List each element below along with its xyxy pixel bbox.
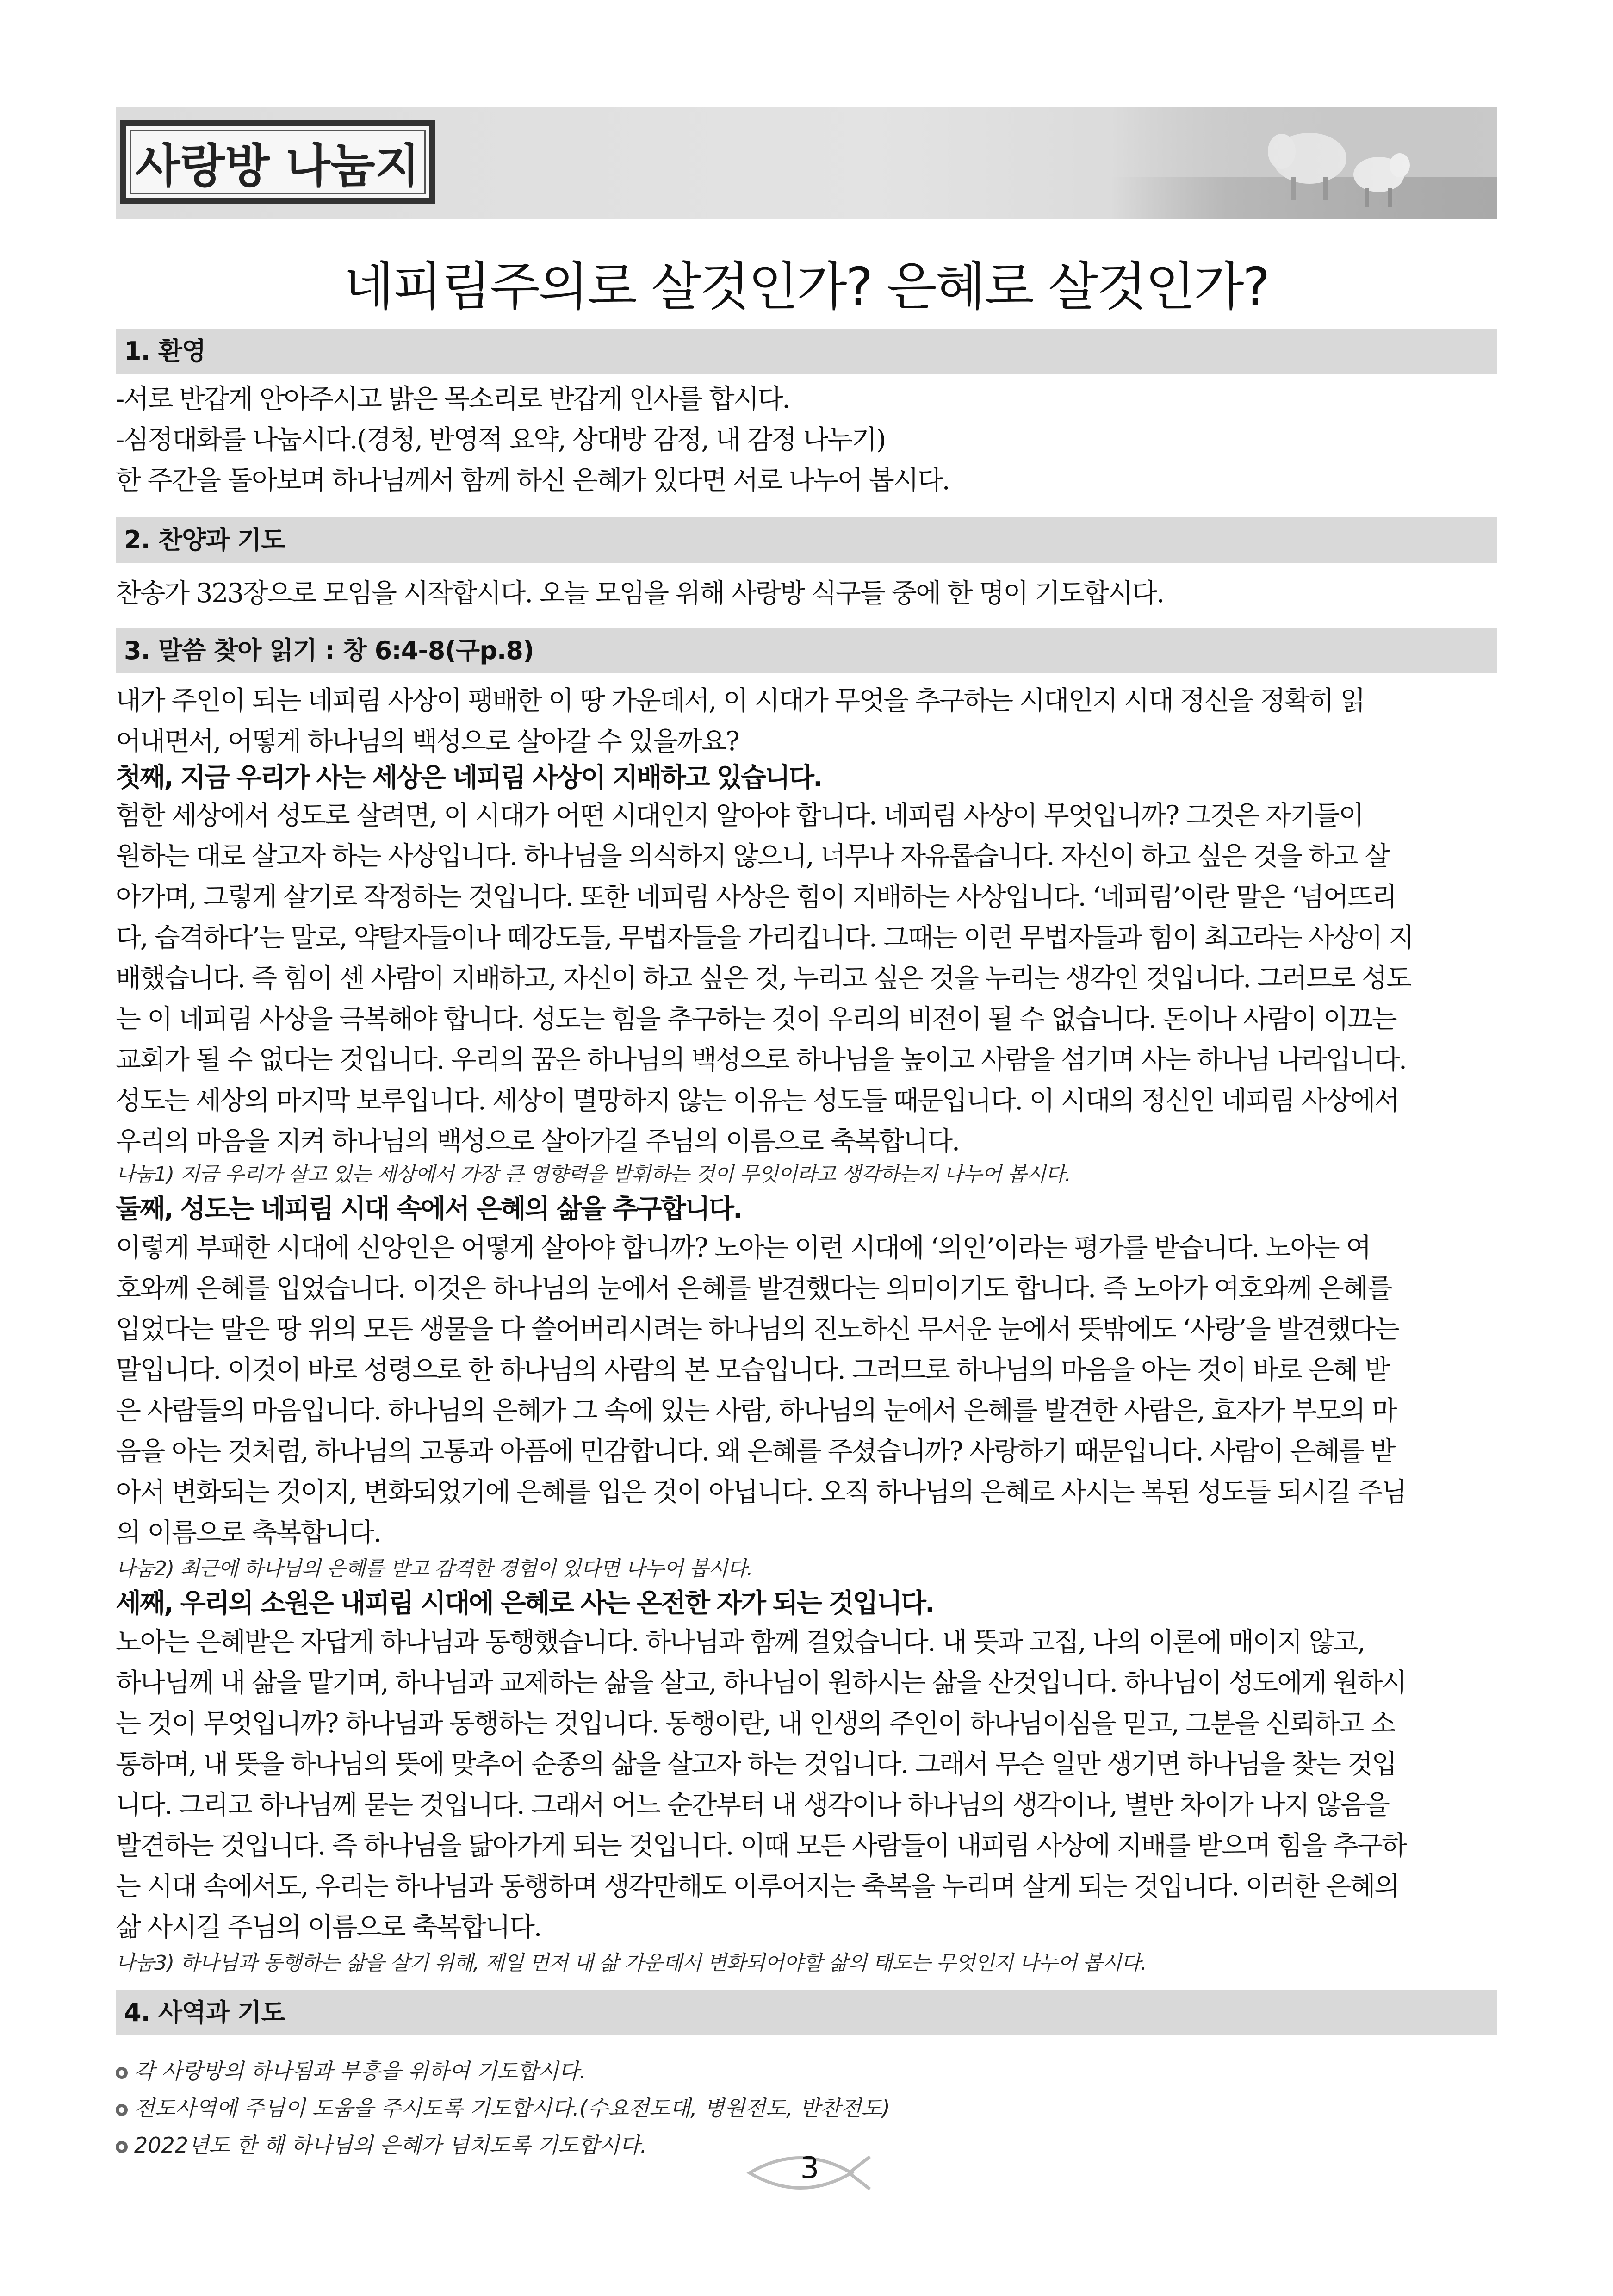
sheep-photo <box>1110 107 1497 219</box>
page-number: 3 <box>800 2151 819 2185</box>
body-line: 통하며, 내 뜻을 하나님의 뜻에 맞추어 순종의 삶을 살고자 하는 것입니다. 그래서 무슨 일만 생기면 하나님을 찾는 것입 <box>116 1749 1396 1780</box>
share-question-1: 나눔1) 지금 우리가 살고 있는 세상에서 가장 큰 영향력을 발휘하는 것이 무엇이라고 생각하는지 나누어 봅시다. <box>116 1163 1071 1186</box>
point-title-3: 세째, 우리의 소원은 내피림 시대에 은혜로 사는 온전한 자가 되는 것입니다. <box>116 1588 934 1618</box>
section-heading-praise: 2. 찬양과 기도 <box>116 517 1497 563</box>
body-line: 이렇게 부패한 시대에 신앙인은 어떻게 살아야 합니까? 노아는 이런 시대에 ‘의인’이라는 평가를 받습니다. 노아는 여 <box>116 1232 1371 1263</box>
body-line: 원하는 대로 살고자 하는 사상입니다. 하나님을 의식하지 않으니, 너무나 자유롭습니다. 자신이 하고 싶은 것을 하고 살 <box>116 841 1389 871</box>
share-question-3: 나눔3) 하나님과 동행하는 삶을 살기 위해, 제일 먼저 내 삶 가운데서 변화되어야할 삶의 태도는 무엇인지 나누어 봅시다. <box>116 1951 1147 1975</box>
body-line: 발견하는 것입니다. 즉 하나님을 닮아가게 되는 것입니다. 이때 모든 사람들이 내피림 사상에 지배를 받으며 힘을 추구하 <box>116 1830 1406 1861</box>
body-line: 호와께 은혜를 입었습니다. 이것은 하나님의 눈에서 은혜를 발견했다는 의미이기도 합니다. 즉 노아가 여호와께 은혜를 <box>116 1273 1392 1304</box>
share-question-2: 나눔2) 최근에 하나님의 은혜를 받고 감격한 경험이 있다면 나누어 봅시다. <box>116 1557 753 1580</box>
body-line: 하나님께 내 삶을 맡기며, 하나님과 교제하는 삶을 살고, 하나님이 원하시는 삶을 산것입니다. 하나님이 성도에게 원하시 <box>116 1668 1406 1698</box>
body-line: 아가며, 그렇게 살기로 작정하는 것입니다. 또한 네피림 사상은 힘이 지배하는 사상입니다. ‘네피림’이란 말은 ‘넘어뜨리 <box>116 882 1396 912</box>
section-title-box <box>120 120 435 204</box>
bullet-icon <box>116 2104 128 2116</box>
point-title-1: 첫째, 지금 우리가 사는 세상은 네피림 사상이 지배하고 있습니다. <box>116 762 822 793</box>
body-line: 성도는 세상의 마지막 보루입니다. 세상이 멸망하지 않는 이유는 성도들 때문입니다. 이 시대의 정신인 네피림 사상에서 <box>116 1085 1399 1116</box>
body-line: 은 사람들의 마음입니다. 하나님의 은혜가 그 속에 있는 사람, 하나님의 눈에서 은혜를 발견한 사람은, 효자가 부모의 마 <box>116 1395 1396 1426</box>
body-line: 음을 아는 것처럼, 하나님의 고통과 아픔에 민감합니다. 왜 은혜를 주셨습니까? 사랑하기 때문입니다. 사람이 은혜를 받 <box>116 1436 1395 1467</box>
page-title: 네피림주의로 살것인가? 은혜로 살것인가? <box>344 257 1269 317</box>
intro-line: 어내면서, 어떻게 하나님의 백성으로 살아갈 수 있을까요? <box>116 726 739 757</box>
point-title-2: 둘째, 성도는 네피림 시대 속에서 은혜의 삶을 추구합니다. <box>116 1194 742 1224</box>
bullet-icon <box>116 2067 128 2079</box>
body-line: 입었다는 말은 땅 위의 모든 생물을 다 쓸어버리시려는 하나님의 진노하신 무서운 눈에서 뜻밖에도 ‘사랑’을 발견했다는 <box>116 1314 1399 1344</box>
body-line: 삶 사시길 주님의 이름으로 축복합니다. <box>116 1912 541 1942</box>
prayer-text: 각 사랑방의 하나됨과 부흥을 위하여 기도합시다. <box>134 2059 586 2084</box>
bullet-icon <box>116 2141 128 2153</box>
body-line: 는 것이 무엇입니까? 하나님과 동행하는 것입니다. 동행이란, 내 인생의 주인이 하나님이심을 믿고, 그분을 신뢰하고 소 <box>116 1708 1395 1739</box>
prayer-item <box>116 2055 1497 2087</box>
welcome-line: -심정대화를 나눕시다.(경청, 반영적 요약, 상대방 감정, 내 감정 나누기) <box>116 424 885 455</box>
section-heading-welcome: 1. 환영 <box>116 329 1497 374</box>
body-line: 의 이름으로 축복합니다. <box>116 1518 381 1548</box>
body-line: 니다. 그리고 하나님께 묻는 것입니다. 그래서 어느 순간부터 내 생각이나 하나님의 생각이나, 별반 차이가 나지 않음을 <box>116 1790 1389 1820</box>
intro-line: 내가 주인이 되는 네피림 사상이 팽배한 이 땅 가운데서, 이 시대가 무엇을 추구하는 시대인지 시대 정신을 정확히 읽 <box>116 685 1365 716</box>
body-line: 노아는 은혜받은 자답게 하나님과 동행했습니다. 하나님과 함께 걸었습니다. 내 뜻과 고집, 나의 이론에 매이지 않고, <box>116 1627 1365 1657</box>
welcome-line: 한 주간을 돌아보며 하나님께서 함께 하신 은혜가 있다면 서로 나누어 봅시다. <box>116 465 949 496</box>
body-line: 는 시대 속에서도, 우리는 하나님과 동행하며 생각만해도 이루어지는 축복을 누리며 살게 되는 것입니다. 이러한 은혜의 <box>116 1871 1399 1902</box>
prayer-item <box>116 2092 1497 2124</box>
body-line: 배했습니다. 즉 힘이 센 사람이 지배하고, 자신이 하고 싶은 것, 누리고 싶은 것을 누리는 생각인 것입니다. 그러므로 성도 <box>116 963 1411 994</box>
section-heading-ministry: 4. 사역과 기도 <box>116 1990 1497 2035</box>
body-line: 험한 세상에서 성도로 살려면, 이 시대가 어떤 시대인지 알아야 합니다. 네피림 사상이 무엇입니까? 그것은 자기들이 <box>116 800 1363 831</box>
prayer-text: 전도사역에 주님이 도움을 주시도록 기도합시다.(수요전도대, 병원전도, 반찬전도) <box>134 2096 890 2121</box>
section-heading-scripture: 3. 말씀 찾아 읽기 : 창 6:4-8(구p.8) <box>116 628 1497 673</box>
prayer-text: 2022년도 한 해 하나님의 은혜가 넘치도록 기도합시다. <box>134 2133 647 2158</box>
welcome-line: -서로 반갑게 안아주시고 밝은 목소리로 반갑게 인사를 합시다. <box>116 384 789 414</box>
body-line: 아서 변화되는 것이지, 변화되었기에 은혜를 입은 것이 아닙니다. 오직 하나님의 은혜로 사시는 복된 성도들 되시길 주님 <box>116 1477 1406 1507</box>
body-line: 다, 습격하다’는 말로, 약탈자들이나 떼강도들, 무법자들을 가리킵니다. 그때는 이런 무법자들과 힘이 최고라는 사상이 지 <box>116 922 1414 953</box>
body-line: 말입니다. 이것이 바로 성령으로 한 하나님의 사람의 본 모습입니다. 그러므로 하나님의 마음을 아는 것이 바로 은혜 받 <box>116 1355 1389 1385</box>
body-line: 교회가 될 수 없다는 것입니다. 우리의 꿈은 하나님의 백성으로 하나님을 높이고 사람을 섬기며 사는 하나님 나라입니다. <box>116 1045 1406 1075</box>
section-title: 사랑방 나눔지 <box>135 139 420 193</box>
body-line: 우리의 마음을 지켜 하나님의 백성으로 살아가길 주님의 이름으로 축복합니다. <box>116 1126 959 1157</box>
body-line: 는 이 네피림 사상을 극복해야 합니다. 성도는 힘을 추구하는 것이 우리의 비전이 될 수 없습니다. 돈이나 사람이 이끄는 <box>116 1004 1396 1034</box>
praise-line: 찬송가 323장으로 모임을 시작합시다. 오늘 모임을 위해 사랑방 식구들 중에 한 명이 기도합시다. <box>116 578 1164 609</box>
